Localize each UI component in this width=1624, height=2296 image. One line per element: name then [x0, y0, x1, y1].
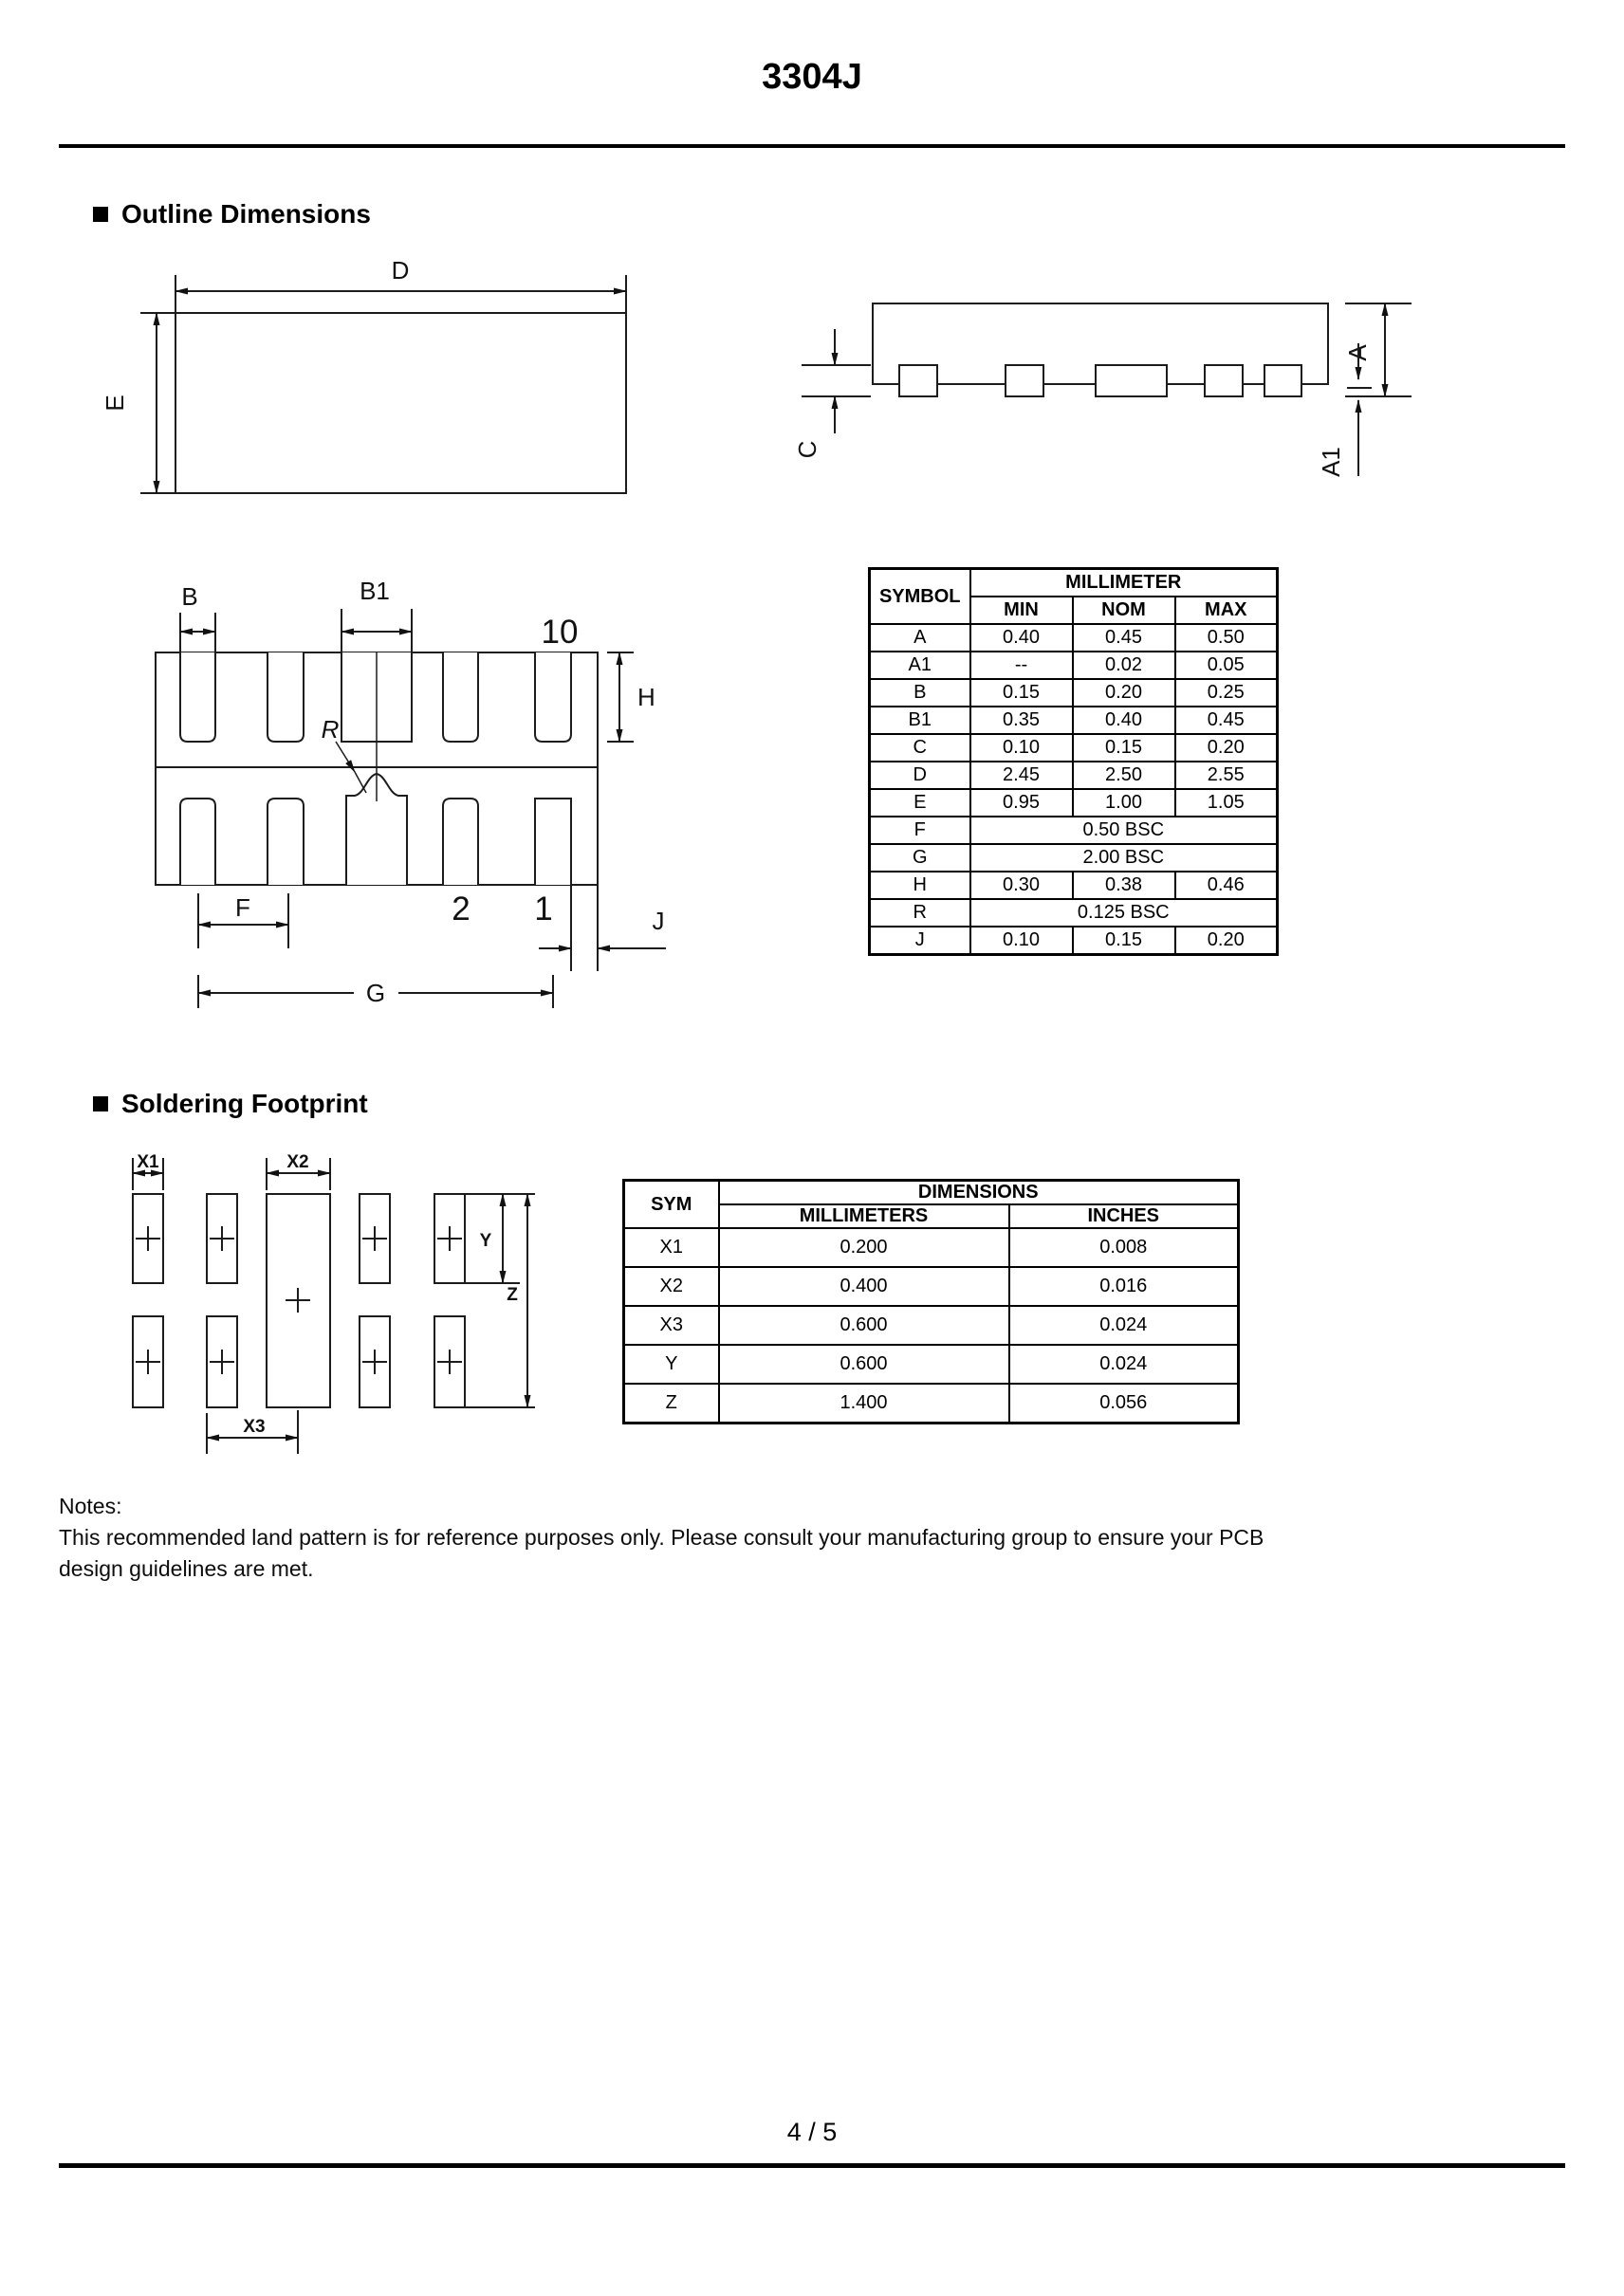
page-number: 4 / 5 — [786, 2118, 838, 2146]
mm-span-cell: 2.00 BSC — [970, 844, 1278, 872]
fp-data-row — [624, 1267, 1239, 1306]
dim-label-D: D — [391, 256, 410, 285]
mm-data-row — [870, 817, 1278, 844]
mm-value-cell: 0.20 — [1175, 927, 1278, 955]
notes-line: design guidelines are met. — [59, 1556, 314, 1581]
dimension-X1 — [133, 1152, 163, 1190]
dim-label-G: G — [365, 979, 386, 1007]
package-body-outline — [175, 313, 626, 493]
mm-value-cell: 0.45 — [1073, 624, 1175, 652]
pin-number-10: 10 — [541, 614, 579, 651]
mm-value-cell: 0.46 — [1175, 872, 1278, 899]
mm-symbol-cell: G — [870, 844, 970, 872]
mm-data-row — [870, 872, 1278, 899]
mm-value-cell: 1.00 — [1073, 789, 1175, 817]
dim-label-A: A — [1343, 344, 1372, 361]
mm-value-cell: 1.05 — [1175, 789, 1278, 817]
section-heading-label: Outline Dimensions — [121, 199, 371, 229]
mm-symbol-cell: D — [870, 762, 970, 789]
mm-value-cell: 2.45 — [970, 762, 1073, 789]
footer-rule — [59, 2163, 1565, 2168]
fp-table — [622, 1179, 1237, 1424]
fp-symbol-cell: X1 — [624, 1228, 719, 1267]
section-heading-outline — [93, 199, 371, 230]
mm-value-cell: 0.20 — [1175, 734, 1278, 762]
mm-value-cell: 0.50 — [1175, 624, 1278, 652]
dimension-A — [1343, 303, 1412, 396]
dimension-Y — [465, 1194, 520, 1283]
fp-group-header: DIMENSIONS — [719, 1181, 1239, 1205]
fp-col-header: MILLIMETERS — [719, 1204, 1009, 1228]
dim-label-X1: X1 — [137, 1152, 159, 1172]
mm-data-row — [870, 652, 1278, 679]
dimension-D — [175, 256, 626, 313]
dimension-X3 — [207, 1410, 298, 1454]
dim-label-Y: Y — [479, 1231, 492, 1251]
fp-corner-header: SYM — [624, 1181, 719, 1229]
mm-value-cell: 0.05 — [1175, 652, 1278, 679]
mm-value-cell: 0.20 — [1073, 679, 1175, 707]
mm-value-cell: 0.30 — [970, 872, 1073, 899]
mm-value-cell: 0.15 — [1073, 734, 1175, 762]
fp-mm-cell: 0.600 — [719, 1306, 1009, 1345]
mm-span-cell: 0.50 BSC — [970, 817, 1278, 844]
fp-symbol-cell: Y — [624, 1345, 719, 1384]
section-bullet-icon — [93, 1096, 108, 1111]
outline-bottom-view-drawing — [85, 560, 768, 1034]
mm-value-cell: 0.35 — [970, 707, 1073, 734]
fp-mm-cell: 0.600 — [719, 1345, 1009, 1384]
mm-symbol-cell: B1 — [870, 707, 970, 734]
mm-data-row — [870, 844, 1278, 872]
dimension-H — [607, 652, 655, 742]
soldering-footprint-drawing — [95, 1152, 626, 1470]
fp-symbol-cell: X3 — [624, 1306, 719, 1345]
fp-header-row — [624, 1181, 1239, 1205]
pin-number-2: 2 — [452, 891, 471, 928]
fp-mm-cell: 0.200 — [719, 1228, 1009, 1267]
mm-value-cell: 0.15 — [1073, 927, 1175, 955]
terminal-pads — [899, 365, 1301, 396]
mm-value-cell: 0.10 — [970, 927, 1073, 955]
dim-label-E: E — [101, 395, 129, 412]
dimension-X2 — [267, 1152, 330, 1190]
fp-table-grid — [622, 1179, 1240, 1424]
mm-corner-header: SYMBOL — [870, 569, 970, 625]
dim-label-R: R — [321, 715, 340, 744]
dim-label-A1: A1 — [1317, 447, 1345, 477]
fp-mm-cell: 1.400 — [719, 1384, 1009, 1424]
notes-block — [59, 1491, 1539, 1585]
mm-group-header: MILLIMETER — [970, 569, 1278, 597]
fp-inch-cell: 0.024 — [1009, 1345, 1239, 1384]
mm-value-cell: 0.45 — [1175, 707, 1278, 734]
fp-symbol-cell: X2 — [624, 1267, 719, 1306]
mm-value-cell: 0.95 — [970, 789, 1073, 817]
dimension-J — [539, 885, 666, 971]
fp-mm-cell: 0.400 — [719, 1267, 1009, 1306]
dimension-Z — [465, 1194, 535, 1407]
mm-value-cell: 0.40 — [970, 624, 1073, 652]
mm-symbol-cell: H — [870, 872, 970, 899]
mm-data-row — [870, 679, 1278, 707]
page-title: 3304J — [762, 57, 862, 97]
outline-top-view-drawing — [85, 239, 692, 542]
mm-symbol-cell: J — [870, 927, 970, 955]
dimension-C — [793, 329, 871, 458]
mm-symbol-cell: E — [870, 789, 970, 817]
mm-span-cell: 0.125 BSC — [970, 899, 1278, 927]
dimension-A1 — [1317, 343, 1372, 477]
mm-value-cell: 2.55 — [1175, 762, 1278, 789]
mm-value-cell: -- — [970, 652, 1073, 679]
mm-col-header: NOM — [1073, 597, 1175, 624]
mm-data-row — [870, 624, 1278, 652]
dimension-G — [198, 975, 553, 1008]
outline-side-view-drawing — [778, 248, 1432, 533]
mm-value-cell: 0.10 — [970, 734, 1073, 762]
dim-label-B: B — [181, 582, 198, 611]
mm-symbol-cell: R — [870, 899, 970, 927]
fp-data-row — [624, 1228, 1239, 1267]
header-rule — [59, 144, 1565, 148]
fp-data-row — [624, 1384, 1239, 1424]
pin-number-1: 1 — [534, 891, 553, 928]
dimension-B1 — [341, 577, 412, 652]
mm-table — [868, 567, 1276, 956]
mm-col-header: MIN — [970, 597, 1073, 624]
fp-symbol-cell: Z — [624, 1384, 719, 1424]
fp-inch-cell: 0.024 — [1009, 1306, 1239, 1345]
mm-data-row — [870, 927, 1278, 955]
dim-label-X2: X2 — [286, 1152, 309, 1172]
mm-table-grid — [868, 567, 1279, 956]
mm-symbol-cell: A — [870, 624, 970, 652]
mm-data-row — [870, 734, 1278, 762]
mm-symbol-cell: C — [870, 734, 970, 762]
fp-data-row — [624, 1306, 1239, 1345]
dim-label-C: C — [793, 440, 821, 459]
dim-label-H: H — [637, 683, 655, 711]
mm-value-cell: 0.40 — [1073, 707, 1175, 734]
dim-label-J: J — [652, 907, 665, 935]
fp-inch-cell: 0.016 — [1009, 1267, 1239, 1306]
dimension-F — [198, 893, 288, 948]
mm-header-row — [870, 569, 1278, 597]
mm-value-cell: 0.25 — [1175, 679, 1278, 707]
dimension-B — [180, 582, 215, 652]
section-heading-label: Soldering Footprint — [121, 1089, 368, 1118]
fp-col-header: INCHES — [1009, 1204, 1239, 1228]
top-terminal-slots — [180, 652, 571, 742]
notes-line: This recommended land pattern is for reference purposes only. Please consult your manufacturing group to ensure your PCB — [59, 1525, 1264, 1550]
section-bullet-icon — [93, 207, 108, 222]
mm-data-row — [870, 707, 1278, 734]
dimension-E — [101, 313, 175, 493]
dim-label-Z: Z — [507, 1285, 518, 1305]
mm-value-cell: 0.15 — [970, 679, 1073, 707]
fp-inch-cell: 0.056 — [1009, 1384, 1239, 1424]
mm-value-cell: 2.50 — [1073, 762, 1175, 789]
dim-label-B1: B1 — [360, 577, 390, 605]
section-heading-soldering — [93, 1089, 368, 1119]
mm-value-cell: 0.02 — [1073, 652, 1175, 679]
notes-heading: Notes: — [59, 1494, 122, 1518]
mm-value-cell: 0.38 — [1073, 872, 1175, 899]
mm-data-row — [870, 762, 1278, 789]
mm-data-row — [870, 899, 1278, 927]
dim-label-X3: X3 — [243, 1417, 266, 1437]
fp-inch-cell: 0.008 — [1009, 1228, 1239, 1267]
dim-label-F: F — [235, 893, 250, 922]
mm-symbol-cell: B — [870, 679, 970, 707]
mm-symbol-cell: F — [870, 817, 970, 844]
mm-symbol-cell: A1 — [870, 652, 970, 679]
fp-data-row — [624, 1345, 1239, 1384]
mm-data-row — [870, 789, 1278, 817]
mm-col-header: MAX — [1175, 597, 1278, 624]
pad-center-marks — [136, 1226, 462, 1374]
